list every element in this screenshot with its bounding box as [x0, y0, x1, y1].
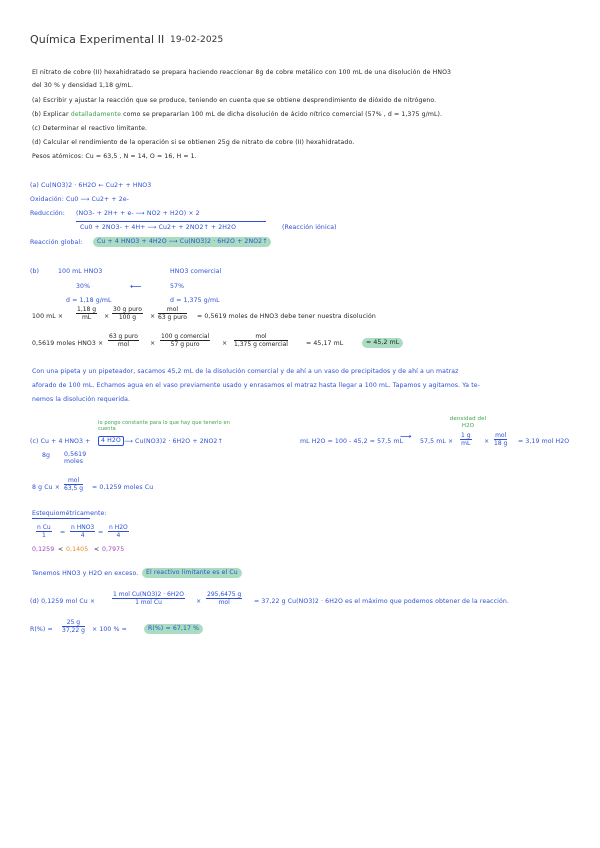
yield-mid: × 100 % = [92, 626, 127, 633]
b-right-2: 57% [170, 283, 185, 290]
b-left-1: 100 mL HNO3 [58, 268, 103, 275]
density-note: densidad del H2O [449, 416, 487, 429]
b-right-3: d = 1,375 g/mL [170, 297, 220, 304]
question-b-post: como se prepararían 100 mL de dicha disolución de ácido nítrico comercial (57% , d = 1,375 g/mL). [123, 111, 443, 118]
water-volume: mL H2O = 100 - 45,2 = 57,5 mL [300, 438, 404, 445]
times-icon: × [222, 340, 228, 347]
stoich-underline [32, 518, 90, 519]
lt: < [58, 546, 64, 553]
b-left-2: 30% [76, 283, 91, 290]
question-c: (c) Determinar el reactivo limitante. [32, 125, 148, 132]
part-c-eq-pre: (c) Cu + 4 HNO3 + [30, 438, 91, 445]
b-left-3: d = 1,18 g/mL [66, 297, 112, 304]
cu-frac: mol 63,5 g [64, 477, 84, 492]
question-a: (a) Escribir y ajustar la reacción que se produce, teniendo en cuenta que se obtiene desprendimiento de dióxido de nitrógeno. [32, 97, 437, 104]
date: 19-02-2025 [170, 35, 224, 45]
procedure-line-2: aforado de 100 mL. Echamos agua en el vaso previamente usado y enrasamos el matraz hasta llegar a 100 mL. Tapamos y agitamos. Ya te- [32, 382, 480, 389]
part-d-start: (d) 0,1259 mol Cu × [30, 598, 96, 605]
global-label: Reacción global: [30, 239, 83, 246]
global-equation: Cu + 4 HNO3 + 4H2O ⟶ Cu(NO3)2 · 6H2O + 2NO2↑ [93, 237, 271, 247]
under-cu: 8g [42, 452, 51, 459]
question-b-pre: (b) Explicar [32, 111, 69, 118]
calc2-approx: ≈ 45,2 mL [362, 338, 403, 348]
value-cu: 0,1259 [32, 546, 55, 553]
yield-frac: 25 g 37,22 g [62, 619, 85, 634]
times-icon: × [196, 598, 202, 605]
times-icon: × [150, 340, 156, 347]
question-b [32, 111, 442, 119]
ratio-hno3: n HNO3 4 [71, 524, 95, 539]
ratio-cu: n Cu 1 [37, 524, 51, 539]
water-frac2: mol 18 g [494, 432, 508, 447]
part-a-label: (a) Cu(NO3)2 · 6H2O ← Cu2+ + HNO3 [30, 182, 152, 189]
statement-line-2: del 30 % y densidad 1,18 g/mL. [32, 82, 134, 89]
page-title: Química Experimental II [30, 33, 165, 46]
excess-text: Tenemos HNO3 y H2O en exceso. [32, 570, 139, 577]
procedure-line-3: nemos la disolución requerida. [32, 396, 131, 403]
cu-start: 8 g Cu × [32, 484, 60, 491]
equals: = [98, 529, 104, 536]
part-b-label: (b) [30, 268, 40, 275]
reduction-label: Reducción: [30, 210, 65, 217]
ionic-sum: Cu0 + 2NO3- + 4H+ ⟶ Cu2+ + 2NO2↑ + 2H2O [80, 224, 237, 231]
oxidation: Oxidación: Cu0 ⟶ Cu2+ + 2e- [30, 196, 129, 203]
question-b-highlight: detalladamente [70, 111, 121, 118]
cu-result: = 0,1259 moles Cu [92, 484, 154, 491]
calc2-frac3: mol 1,375 g comercial [234, 333, 288, 348]
water-start: 57,5 mL × [420, 438, 454, 445]
yield-result: R(%) = 67,17 % [144, 624, 203, 634]
constant-note: lo pongo constante para lo que hay que tenerlo en cuenta [98, 420, 230, 432]
times-icon: × [104, 313, 110, 320]
value-hno3: 0,1405 [66, 546, 89, 553]
times-icon: × [150, 313, 156, 320]
reduction-equation: (NO3- + 2H+ + e- ⟶ NO2 + H2O) × 2 [76, 210, 200, 217]
arrow-icon: ⟵ [130, 282, 142, 291]
water-result: = 3,19 mol H2O [518, 438, 570, 445]
d-frac2: 295,6475 g mol [207, 591, 242, 606]
atomic-masses: Pesos atómicos: Cu = 63,5 , N = 14, O = 16, H = 1. [32, 153, 197, 160]
value-h2o: 0,7975 [102, 546, 125, 553]
lt: < [94, 546, 100, 553]
calc1-result: = 0,5619 moles de HNO3 debe tener nuestra disolución [197, 313, 376, 320]
d-frac1: 1 mol Cu(NO3)2 · 6H2O 1 mol Cu [113, 591, 184, 606]
equals: = [60, 529, 66, 536]
calc1-frac3: mol 63 g puro [158, 306, 187, 321]
calc2-frac2: 100 g comercial 57 g puro [161, 333, 210, 348]
statement-line-1: El nitrato de cobre (II) hexahidratado se prepara haciendo reaccionar 8g de cobre metálico con 100 mL de una disolución de HNO3 [32, 69, 452, 76]
calc2-frac1: 63 g puro mol [109, 333, 138, 348]
sum-line [76, 221, 266, 222]
calc1-frac1: 1,18 g mL [77, 306, 97, 321]
stoich-label: Estequiométricamente: [32, 510, 107, 517]
calc2-start: 0,5619 moles HNO3 × [32, 340, 104, 347]
under-hno3: 0,5619 moles [64, 451, 87, 465]
calc1-frac2: 30 g puro 100 g [113, 306, 142, 321]
part-c-eq-post: ⟶ Cu(NO3)2 · 6H2O + 2NO2↑ [124, 438, 223, 445]
arrow-right-icon: ⟶ [400, 432, 412, 441]
question-d: (d) Calcular el rendimiento de la operación si se obtienen 25g de nitrato de cobre (II) hexahidratado. [32, 139, 355, 146]
b-right-1: HNO3 comercial [170, 268, 222, 275]
water-box: 4 H2O [98, 436, 124, 446]
calc2-result: = 45,17 mL [306, 340, 344, 347]
part-d-result: = 37,22 g Cu(NO3)2 · 6H2O es el máximo que podemos obtener de la reacción. [254, 598, 509, 605]
ionic-note: (Reacción iónica) [282, 224, 337, 231]
yield-start: R(%) = [30, 626, 53, 633]
times-icon: × [484, 438, 490, 445]
water-frac1: 1 g mL [461, 432, 471, 447]
calc1-start: 100 mL × [32, 313, 64, 320]
procedure-line-1: Con una pipeta y un pipeteador, sacamos 45,2 mL de la disolución comercial y de ahí a un vaso de precipitados y de ahí a un matraz [32, 368, 459, 375]
ratio-h2o: n H2O 4 [109, 524, 128, 539]
limiting-reagent: El reactivo limitante es el Cu [142, 568, 242, 578]
